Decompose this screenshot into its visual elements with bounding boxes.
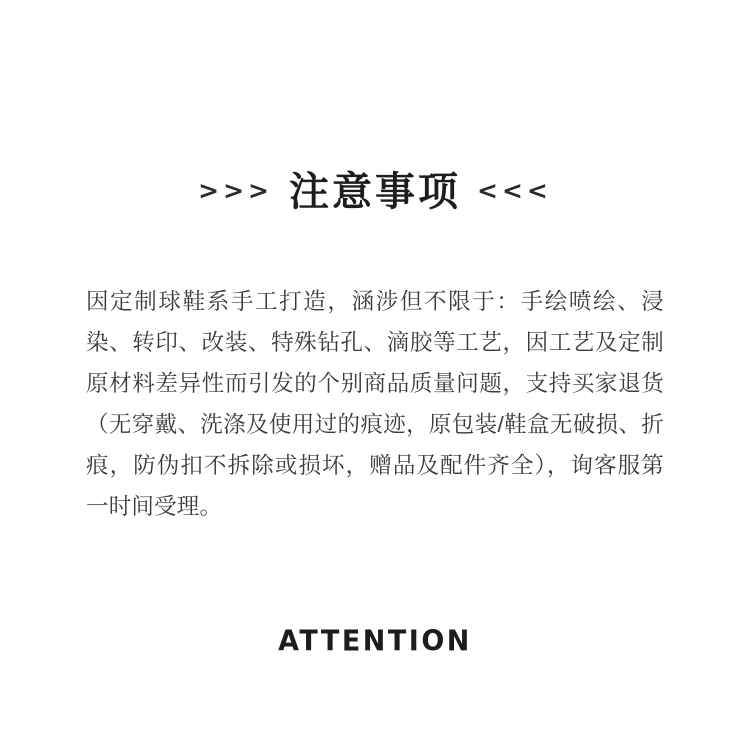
page-title-row <box>0 172 750 212</box>
footer-attention-label: ATTENTION <box>278 625 472 658</box>
page-title: 注意事项 <box>289 170 461 214</box>
right-chevron-marker-icon: <<< <box>477 175 552 205</box>
notice-body <box>86 258 664 549</box>
left-chevron-marker-icon: >>> <box>198 175 273 205</box>
footer-row <box>0 626 750 657</box>
notice-paragraph: 因定制球鞋系手工打造，涵涉但不限于：手绘喷绘、浸染、转印、改装、特殊钻孔、滴胶等工艺，因工艺及定制原材料差异性而引发的个别商品质量问题，支持买家退货（无穿戴、洗涤及使用过的痕迹，原包装/鞋盒无破损、折痕，防伪扣不拆除或损坏，赠品及配件齐全），询客服第一时间受理。 <box>86 288 664 519</box>
